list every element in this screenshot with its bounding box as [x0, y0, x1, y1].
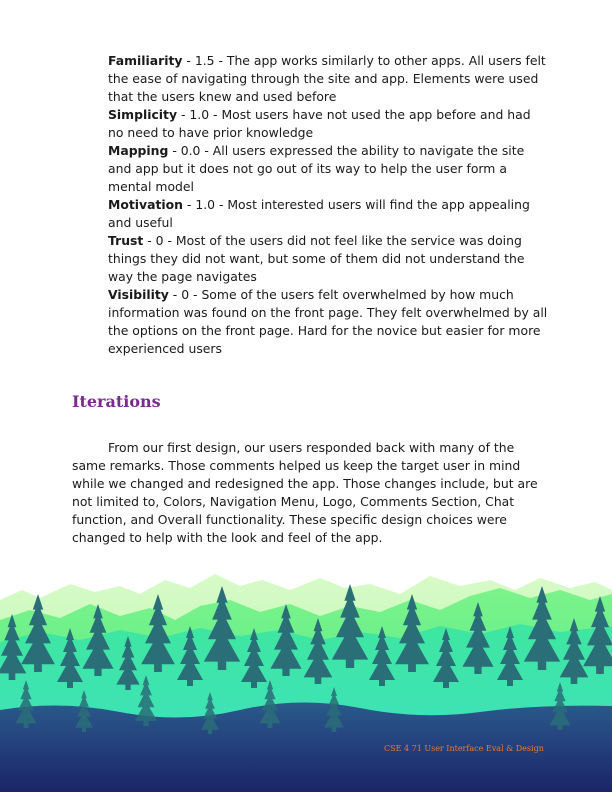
criterion-text: - 1.5 - The app works similarly to other apps. All users felt the ease of navigating through the site and app. Elements were used that the users knew and used before: [108, 53, 546, 104]
criterion-familiarity: [108, 52, 548, 106]
criterion-text: - 0 - Most of the users did not feel like the service was doing things they did not want, but some of them did not understand the way the page navigates: [108, 233, 525, 284]
criteria-list: [108, 52, 548, 358]
criterion-text: - 0.0 - All users expressed the ability to navigate the site and app but it does not go out of its way to help the user form a mental model: [108, 143, 525, 194]
criterion-name: Mapping: [108, 143, 169, 158]
criterion-mapping: [108, 142, 548, 196]
criterion-text: - 1.0 - Most interested users will find the app appealing and useful: [108, 197, 530, 230]
footer-course-label: CSE 4 71 User Interface Eval & Design: [384, 744, 544, 753]
criterion-motivation: [108, 196, 548, 232]
criterion-name: Familiarity: [108, 53, 183, 68]
criterion-name: Trust: [108, 233, 144, 248]
criterion-name: Simplicity: [108, 107, 178, 122]
criterion-simplicity: [108, 106, 548, 142]
iterations-heading: Iterations: [72, 392, 161, 411]
criterion-text: - 0 - Some of the users felt overwhelmed by how much information was found on the front page. They felt overwhelmed by all the options on the front page. Hard for the novice but easier for more experienced users: [108, 287, 548, 356]
iterations-paragraph: From our first design, our users responded back with many of the same remarks. Those comments helped us keep the target user in mind while we changed and redesigned the app. Those changes include, but are not limited to, Colors, Navigation Menu, Logo, Comments Section, Chat function, and Overall functionality. These specific design choices were changed to help with the look and feel of the app.: [72, 440, 538, 545]
criterion-visibility: [108, 286, 548, 358]
criterion-name: Visibility: [108, 287, 169, 302]
criterion-text: - 1.0 - Most users have not used the app before and had no need to have prior knowledge: [108, 107, 531, 140]
criterion-name: Motivation: [108, 197, 183, 212]
forest-illustration: [0, 560, 612, 792]
criterion-trust: [108, 232, 548, 286]
